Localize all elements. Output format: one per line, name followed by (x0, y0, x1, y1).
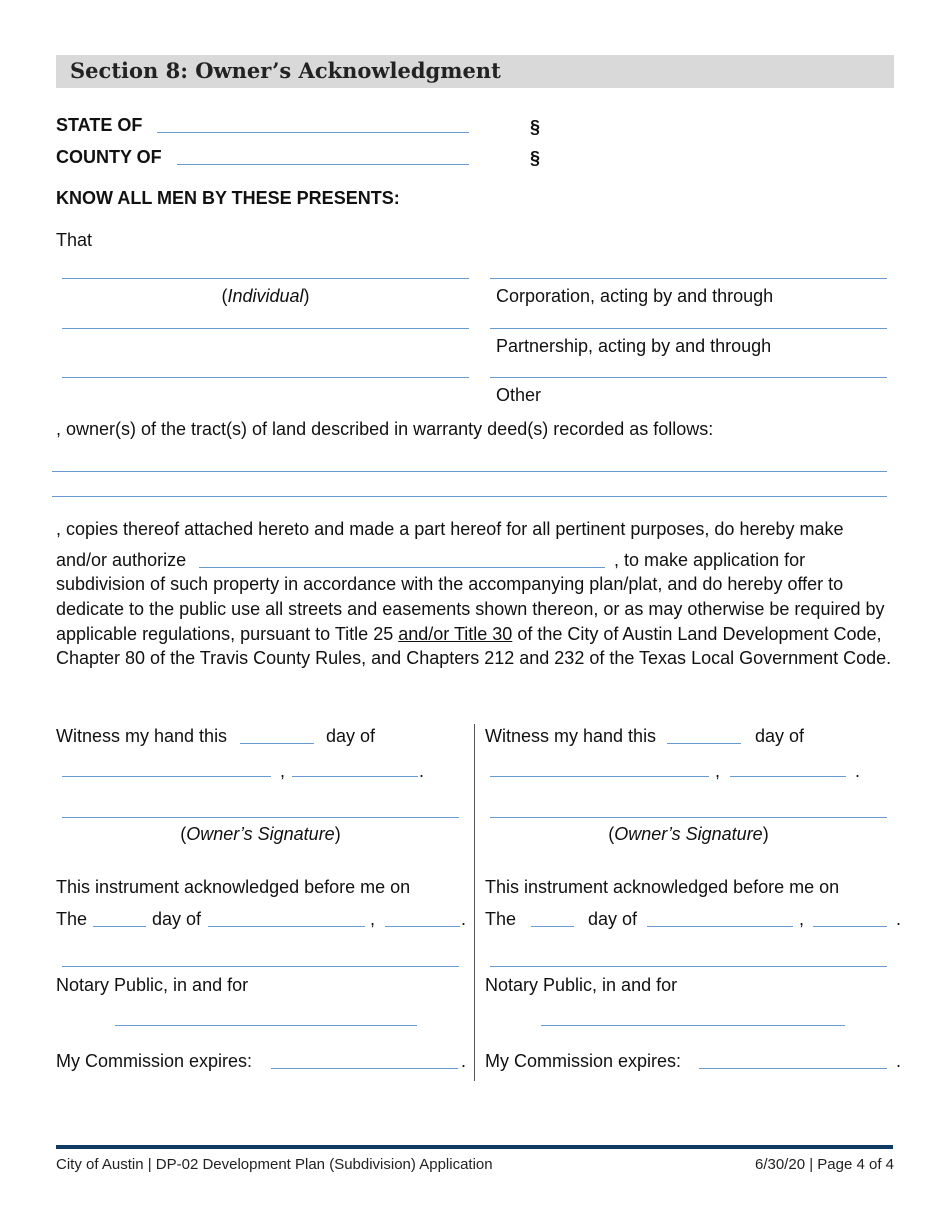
witness-label-right: Witness my hand this (485, 726, 657, 746)
county-of-label: COUNTY OF (56, 147, 162, 167)
notary-day-of-left: day of (152, 909, 202, 929)
notary-day-of-right: day of (588, 909, 638, 929)
commission-expiry-field-left[interactable] (271, 1068, 458, 1069)
witness-label-left: Witness my hand this (56, 726, 228, 746)
commission-label-left: My Commission expires: (56, 1051, 253, 1071)
notary-month-field-right[interactable] (647, 926, 793, 927)
witness-year-field-right[interactable] (730, 776, 846, 777)
deed-record-field-2[interactable] (52, 496, 887, 497)
state-field[interactable] (157, 132, 469, 133)
commission-period-right: . (896, 1051, 902, 1071)
other-name-field[interactable] (490, 377, 887, 378)
witness-day-field-left[interactable] (240, 743, 314, 744)
notary-county-field-right[interactable] (541, 1025, 845, 1026)
notary-period-right: . (896, 909, 902, 929)
day-of-label-right: day of (755, 726, 805, 746)
notary-day-field-right[interactable] (531, 926, 574, 927)
notary-day-field-left[interactable] (93, 926, 146, 927)
owner-signature-field-right[interactable] (490, 817, 887, 818)
commission-expiry-field-right[interactable] (699, 1068, 887, 1069)
notary-year-field-right[interactable] (813, 926, 887, 927)
commission-period-left: . (461, 1051, 467, 1071)
partnership-label: Partnership, acting by and through (496, 336, 772, 356)
comma-left: , (280, 761, 286, 781)
dedication-paragraph: subdivision of such property in accordance with the accompanying plan/plat, and do hereby offer to dedicate to the public use all streets and easements shown thereon, or as may otherwise be required by applicable regulations, pursuant to Title 25 and/or Title 30 of the City of Austin Land Development Code, Chapter 80 of the Travis County Rules, and Chapters 212 and 232 of the Texas Local Government Code. (56, 574, 892, 669)
individual-name-field-3[interactable] (62, 377, 469, 378)
the-label-right: The (485, 909, 517, 929)
individual-name-field[interactable] (62, 278, 469, 279)
instrument-label-left: This instrument acknowledged before me on (56, 877, 411, 897)
witness-month-field-right[interactable] (490, 776, 709, 777)
know-all-heading: KNOW ALL MEN BY THESE PRESENTS: (56, 188, 400, 208)
partnership-name-field[interactable] (490, 328, 887, 329)
footer-document-title: City of Austin | DP-02 Development Plan (Subdivision) Application (56, 1156, 493, 1173)
section-symbol-county: § (530, 148, 541, 168)
comma-right: , (715, 761, 721, 781)
owner-signature-label-left: (Owner’s Signature) (180, 824, 341, 844)
notary-public-label-right: Notary Public, in and for (485, 975, 678, 995)
notary-comma-left: , (370, 909, 376, 929)
authorize-label: and/or authorize (56, 550, 187, 570)
corporation-name-field[interactable] (490, 278, 887, 279)
section-symbol-state: § (530, 117, 541, 137)
witness-month-field-left[interactable] (62, 776, 271, 777)
period-left: . (419, 761, 425, 781)
owner-tracts-text: , owner(s) of the tract(s) of land described in warranty deed(s) recorded as follows: (56, 419, 714, 439)
deed-record-field-1[interactable] (52, 471, 887, 472)
witness-day-field-right[interactable] (667, 743, 741, 744)
the-label-left: The (56, 909, 88, 929)
notary-comma-right: , (799, 909, 805, 929)
owner-signature-label-right: (Owner’s Signature) (608, 824, 769, 844)
that-label: That (56, 230, 93, 250)
commission-label-right: My Commission expires: (485, 1051, 682, 1071)
section-title: Section 8: Owner’s Acknowledgment (70, 58, 501, 83)
instrument-label-right: This instrument acknowledged before me on (485, 877, 840, 897)
owner-signature-field-left[interactable] (62, 817, 459, 818)
individual-name-field-2[interactable] (62, 328, 469, 329)
column-divider (474, 724, 475, 1081)
to-make-application-text: , to make application for (614, 550, 806, 570)
notary-signature-field-left[interactable] (62, 966, 459, 967)
authorized-agent-field[interactable] (199, 567, 605, 568)
footer-rule (56, 1145, 893, 1149)
notary-year-field-left[interactable] (385, 926, 460, 927)
state-of-label: STATE OF (56, 115, 143, 135)
witness-year-field-left[interactable] (292, 776, 418, 777)
notary-signature-field-right[interactable] (490, 966, 887, 967)
notary-public-label-left: Notary Public, in and for (56, 975, 249, 995)
other-label: Other (496, 385, 542, 405)
county-field[interactable] (177, 164, 469, 165)
period-right: . (855, 761, 861, 781)
footer-page-info: 6/30/20 | Page 4 of 4 (754, 1156, 894, 1173)
notary-month-field-left[interactable] (208, 926, 365, 927)
individual-label: (Individual) (221, 286, 310, 306)
notary-county-field-left[interactable] (115, 1025, 417, 1026)
notary-period-left: . (461, 909, 467, 929)
corporation-label: Corporation, acting by and through (496, 286, 774, 306)
day-of-label-left: day of (326, 726, 376, 746)
copies-text: , copies thereof attached hereto and made a part hereof for all pertinent purposes, do hereby make (56, 519, 844, 539)
